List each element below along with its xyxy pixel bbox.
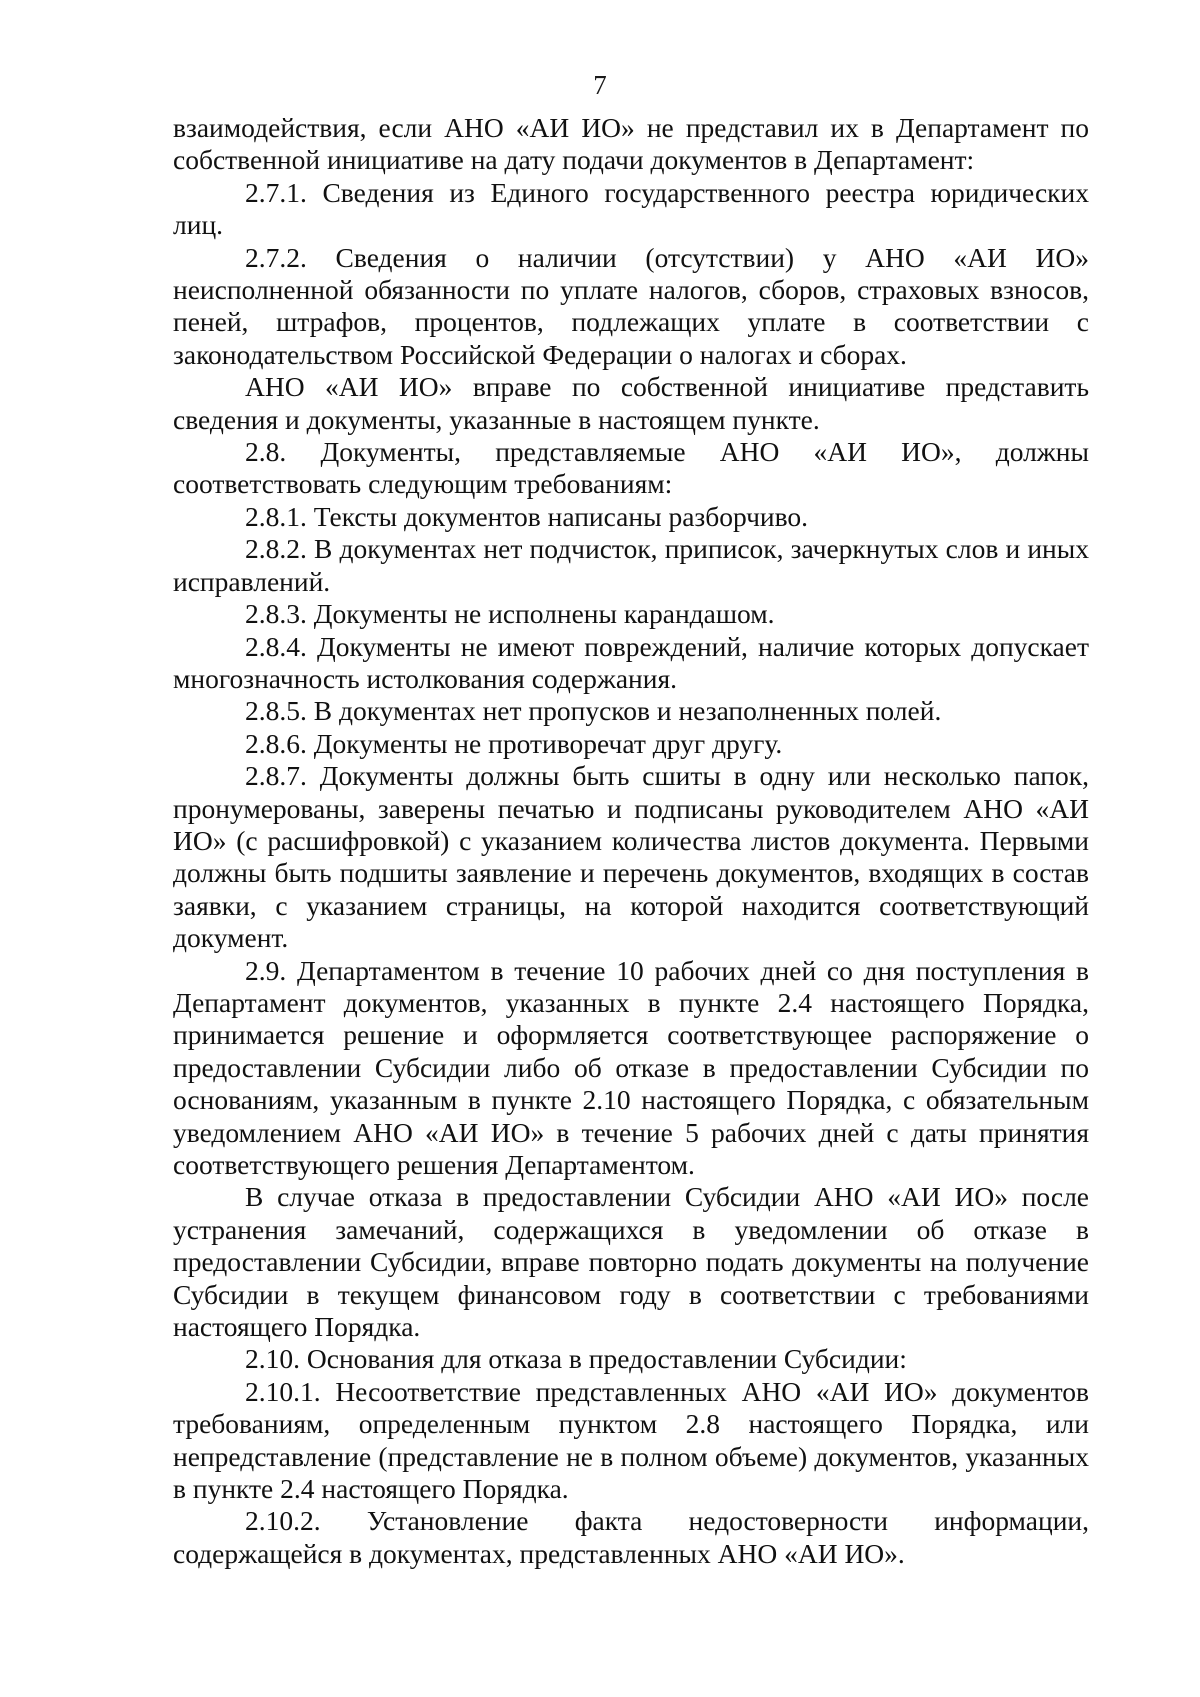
paragraph: 2.10.1. Несоответствие представленных АНО «АИ ИО» документов требованиям, определенным пунктом 2.8 настоящего Порядка, или непредставление (представление не в полном объеме) документов, указанных в пункте 2.4 настоящего Порядка.: [173, 1375, 1089, 1505]
paragraph: 2.8.3. Документы не исполнены карандашом.: [245, 598, 775, 630]
paragraph: взаимодействия, если АНО «АИ ИО» не представил их в Департамент по собственной инициативе на дату подачи документов в Департамент:: [173, 112, 1089, 176]
paragraph: 2.8.4. Документы не имеют повреждений, наличие которых допускает многозначность истолкования содержания.: [173, 630, 1089, 694]
paragraph: 2.8.7. Документы должны быть сшиты в одну или несколько папок, пронумерованы, заверены печатью и подписаны руководителем АНО «АИ ИО» (с расшифровкой) с указанием количества листов документа. Первыми должны быть подшиты заявление и перечень документов, входящих в состав заявки, с указанием страницы, на которой находится соответствующий документ.: [173, 760, 1089, 954]
paragraph: 2.9. Департаментом в течение 10 рабочих дней со дня поступления в Департамент документов, указанных в пункте 2.4 настоящего Порядка, принимается решение и оформляется соответствующее распоряжение о предоставлении Субсидии либо об отказе в предоставлении Субсидии по основаниям, указанным в пункте 2.10 настоящего Порядка, с обязательным уведомлением АНО «АИ ИО» в течение 5 рабочих дней с даты принятия соответствующего решения Департаментом.: [173, 954, 1089, 1180]
paragraph: АНО «АИ ИО» вправе по собственной инициативе представить сведения и документы, указанные в настоящем пункте.: [173, 371, 1089, 435]
paragraph: 2.8.1. Тексты документов написаны разборчиво.: [245, 500, 809, 532]
paragraph: 2.10. Основания для отказа в предоставлении Субсидии:: [245, 1343, 907, 1375]
paragraph: 2.7.2. Сведения о наличии (отсутствии) у АНО «АИ ИО» неисполненной обязанности по уплате налогов, сборов, страховых взносов, пеней, штрафов, процентов, подлежащих уплате в соответствии с законодательством Российской Федерации о налогах и сборах.: [173, 241, 1089, 370]
paragraph: 2.8.6. Документы не противоречат друг другу.: [245, 727, 783, 759]
paragraph: 2.8.2. В документах нет подчисток, приписок, зачеркнутых слов и иных исправлений.: [173, 533, 1089, 597]
paragraph: 2.8. Документы, представляемые АНО «АИ ИО», должны соответствовать следующим требованиям:: [173, 436, 1089, 500]
paragraph: В случае отказа в предоставлении Субсидии АНО «АИ ИО» после устранения замечаний, содержащихся в уведомлении об отказе в предоставлении Субсидии, вправе повторно подать документы на получение Субсидии в текущем финансовом году в соответствии с требованиями настоящего Порядка.: [173, 1181, 1089, 1343]
paragraph: 2.8.5. В документах нет пропусков и незаполненных полей.: [245, 695, 942, 727]
document-body: [173, 112, 1089, 1570]
paragraph: 2.10.2. Установление факта недостоверности информации, содержащейся в документах, представленных АНО «АИ ИО».: [173, 1505, 1089, 1569]
paragraph: 2.7.1. Сведения из Единого государственного реестра юридических лиц.: [173, 176, 1089, 241]
page-number: 7: [593, 70, 607, 100]
